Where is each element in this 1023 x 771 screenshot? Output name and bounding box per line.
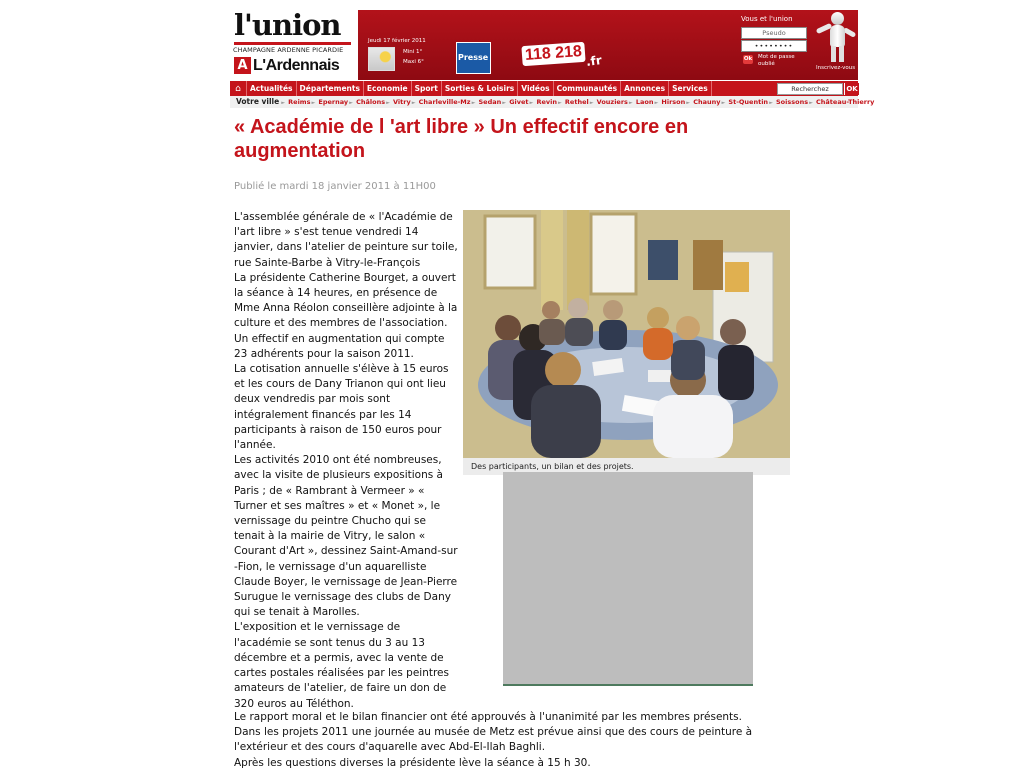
login-title: Vous et l'union xyxy=(741,15,793,23)
city-link[interactable]: Laon xyxy=(635,98,654,106)
logo-ardennais-text: L'Ardennais xyxy=(253,57,340,74)
article-photo[interactable] xyxy=(463,210,790,458)
city-link[interactable]: Rethel xyxy=(564,98,589,106)
article-body-narrow xyxy=(234,210,459,712)
article-body-wide xyxy=(234,710,754,771)
forgot-password-link[interactable]: Mot de passe oublié xyxy=(758,54,795,67)
nav-item-actualites[interactable]: Actualités xyxy=(247,81,297,96)
presse-label: Presse xyxy=(458,53,489,62)
article-paragraph: La cotisation annuelle s'élève à 15 euros et les cours de Dany Trianon qui ont lieu deux vendredis par mois sont intégralement financés par les 14 participants à raison de 150 euros pour l'année. xyxy=(234,363,449,452)
nav-item-annonces[interactable]: Annonces xyxy=(621,81,669,96)
article-paragraph: La présidente Catherine Bourget, a ouvert la séance à 14 heures, en présence de Mme Anna Réolon conseillère adjointe à la culture et des membres de l'association. xyxy=(234,271,458,330)
photo-caption: Des participants, un bilan et des projets. xyxy=(463,458,790,475)
ad-118218[interactable] xyxy=(522,42,612,72)
city-link[interactable]: Châlons xyxy=(356,98,386,106)
weather-min: Mini 1° xyxy=(403,49,423,55)
city-link[interactable]: Givet xyxy=(509,98,529,106)
ad-118218-suffix: .fr xyxy=(585,52,603,70)
logo-region-text: CHAMPAGNE ARDENNE PICARDIE xyxy=(233,46,344,54)
article-paragraph: l'extérieur et des cours d'aquarelle avec Abd-El-Ilah Baghli. xyxy=(234,741,546,754)
nav-item-sport[interactable]: Sport xyxy=(412,81,442,96)
logo-rule xyxy=(234,42,351,45)
article-paragraph: L'assemblée générale de « l'Académie de l'art libre » s'est tenue vendredi 14 janvier, dans l'atelier de peinture sur toile, rue Sainte-Barbe à Vitry-le-François xyxy=(234,211,458,269)
city-bar-label: Votre ville xyxy=(236,97,280,106)
city-link[interactable]: Epernay xyxy=(318,98,349,106)
site-header xyxy=(230,8,858,80)
login-ok-button[interactable]: Ok xyxy=(743,56,753,62)
city-link[interactable]: St-Quentin xyxy=(728,98,769,106)
city-bar: Votre ville ► Reims► Epernay► Châlons► Vitry► Charleville-Mz► Sedan► Givet► Revin► Rethel► Vouziers► Laon► Hirson► Chauny► St-Quentin► Soissons► Château-Thierry xyxy=(230,96,858,108)
city-link[interactable]: Soissons xyxy=(776,98,809,106)
city-link[interactable]: Reims xyxy=(288,98,311,106)
current-date: Jeudi 17 février 2011 xyxy=(368,38,426,44)
article-paragraph: L'exposition et le vernissage de l'académie se sont tenus du 3 au 13 décembre et a permis, avec la vente de cartes postales réalisées par les peintres amateurs de l'atelier, de faire un don de 320 euros au Téléthon. xyxy=(234,621,449,710)
logo-ardennais xyxy=(234,57,339,75)
search-input[interactable]: Recherchez xyxy=(777,83,843,95)
pseudo-input[interactable]: Pseudo xyxy=(741,27,807,39)
ardennais-icon: A xyxy=(234,57,251,74)
article-title: « Académie de l 'art libre » Un effectif encore en augmentation xyxy=(234,116,689,162)
photo-illustration xyxy=(463,210,790,458)
article-paragraph: Après les questions diverses la présidente lève la séance à 15 h 30. xyxy=(234,756,591,769)
nav-item-communautes[interactable]: Communautés xyxy=(554,81,622,96)
home-icon[interactable]: ⌂ xyxy=(230,81,247,96)
nav-item-economie[interactable]: Economie xyxy=(364,81,412,96)
weather-icon[interactable] xyxy=(368,47,395,71)
site-logo[interactable] xyxy=(230,8,356,80)
weather-max: Maxi 6° xyxy=(403,59,424,65)
page xyxy=(230,0,875,769)
article-paragraph: Dans les projets 2011 une journée au musée de Metz est prévue ainsi que des cours de peinture à xyxy=(234,726,753,739)
logo-union-text: l'union xyxy=(234,8,341,42)
presse-badge[interactable] xyxy=(456,42,491,74)
nav-item-services[interactable]: Services xyxy=(669,81,712,96)
city-link[interactable]: Hirson xyxy=(661,98,686,106)
password-input[interactable]: •••••••• xyxy=(741,40,807,52)
publish-date: Publié le mardi 18 janvier 2011 à 11H00 xyxy=(234,181,436,192)
article-paragraph: Un effectif en augmentation qui compte 23 adhérents pour la saison 2011. xyxy=(234,332,445,360)
register-link[interactable]: Inscrivez-vous xyxy=(816,65,856,71)
city-link[interactable]: Revin xyxy=(536,98,557,106)
ad-118218-number: 118 218 xyxy=(521,42,585,66)
nav-item-sorties-loisirs[interactable]: Sorties & Loisirs xyxy=(442,81,518,96)
nav-item-videos[interactable]: Vidéos xyxy=(518,81,553,96)
city-link[interactable]: Vitry xyxy=(393,98,411,106)
city-link[interactable]: Château-Thierry xyxy=(816,98,875,106)
ad-placeholder[interactable] xyxy=(503,472,753,686)
user-figure-icon xyxy=(816,12,856,64)
city-link[interactable]: Charleville-Mz xyxy=(418,98,471,106)
article-paragraph: Le rapport moral et le bilan financier ont été approuvés à l'unanimité par les membres présents. xyxy=(234,711,742,723)
city-link[interactable]: Chauny xyxy=(693,98,721,106)
article-paragraph: Les activités 2010 ont été nombreuses, avec la visite de plusieurs expositions à Paris ; de « Rambrant à Vermeer » « Turner et ses maîtres » et « Monet », le vernissage du peintre Chucho qui se tenait à la mairie de Vitry, le salon « Courant d'Art », dessinez Saint-Amand-sur -Fion, le vernissage d'un aquarelliste Claude Boyer, le vernissage de Jean-Pierre Surugue le vernissage des clubs de Dany qui se tenait à Marolles. xyxy=(234,454,458,619)
main-nav xyxy=(230,81,858,96)
city-link[interactable]: Vouziers xyxy=(596,98,628,106)
nav-item-departements[interactable]: Départements xyxy=(297,81,364,96)
city-link[interactable]: Sedan xyxy=(478,98,502,106)
search-button[interactable]: OK xyxy=(844,83,859,95)
header-banner xyxy=(358,10,858,80)
